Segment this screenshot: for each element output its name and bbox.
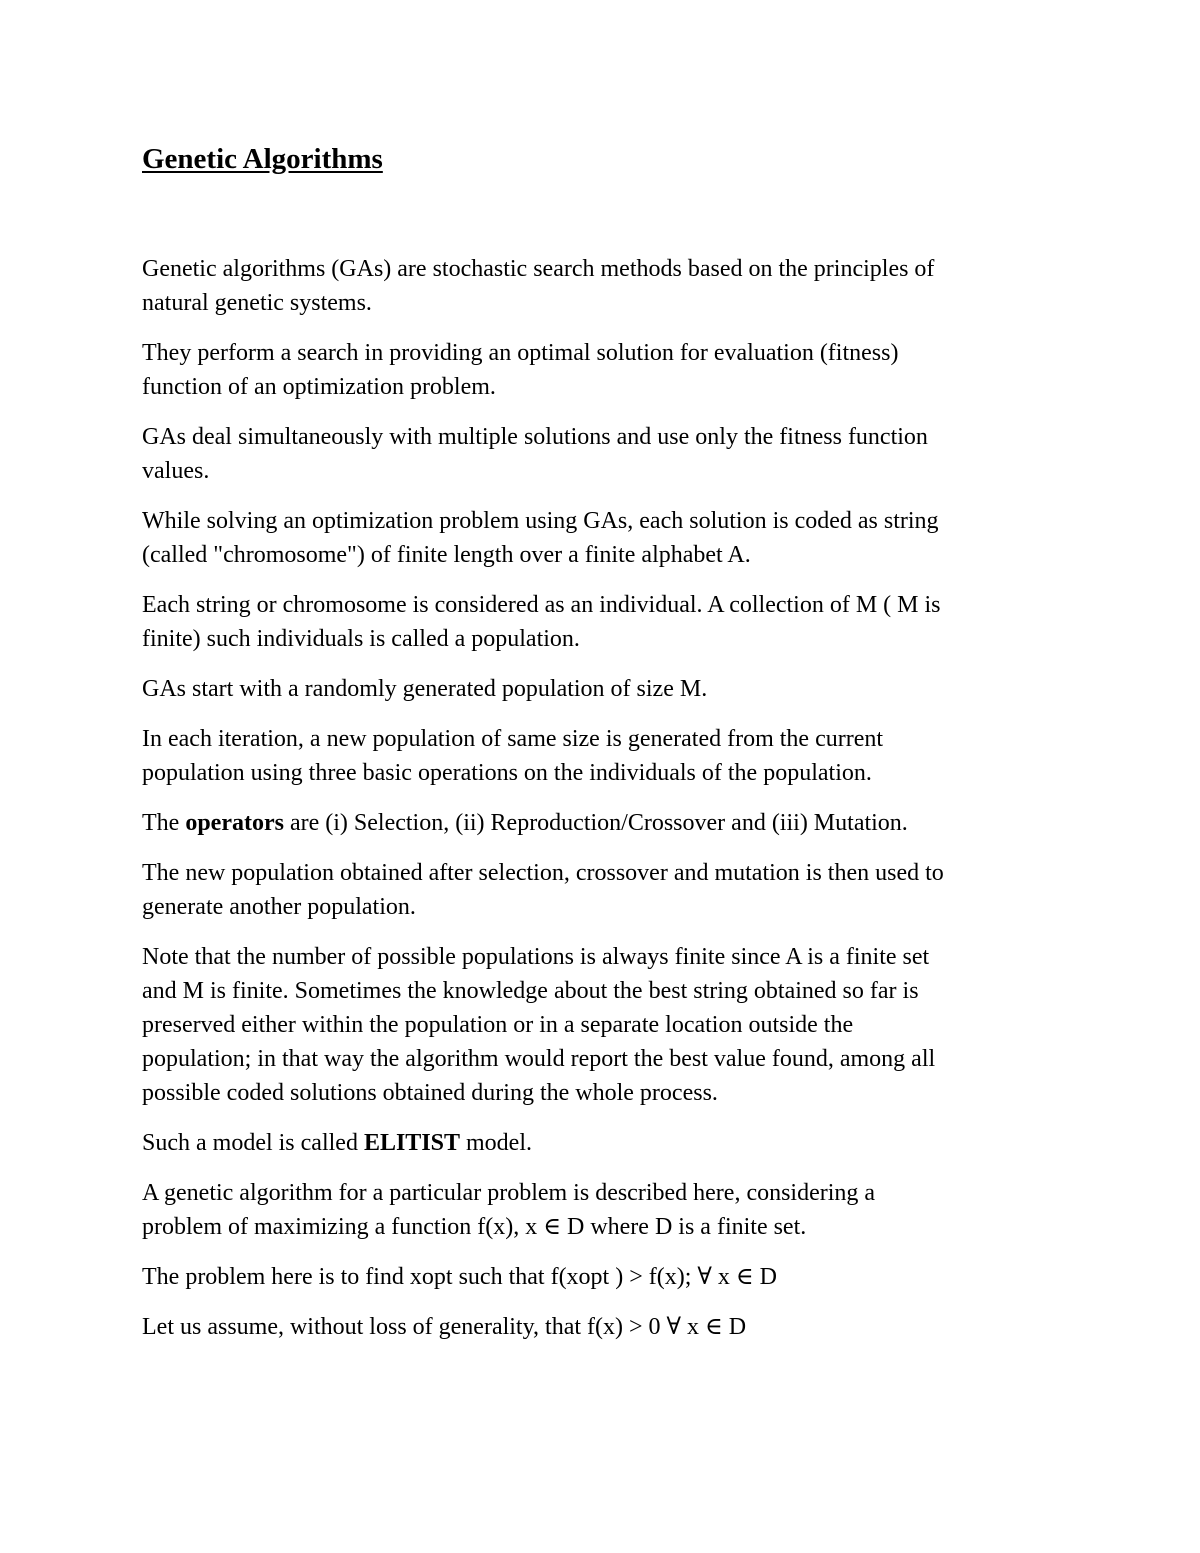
text-line: While solving an optimization problem using GAs, each solution is coded as string xyxy=(142,508,939,534)
paragraph-new-population xyxy=(142,856,1077,924)
emphasis-operators: operators xyxy=(185,810,284,836)
text-run: model. xyxy=(460,1130,533,1156)
text-line: finite) such individuals is called a population. xyxy=(142,626,580,652)
text-run: are (i) Selection, (ii) Reproduction/Crossover and (iii) Mutation. xyxy=(283,810,908,836)
paragraph-xopt xyxy=(142,1260,1077,1294)
text-line: They perform a search in providing an optimal solution for evaluation (fitness) xyxy=(142,340,899,366)
text-line: Genetic algorithms (GAs) are stochastic search methods based on the principles of xyxy=(142,256,935,282)
paragraph-multiple-solutions xyxy=(142,420,1077,488)
text-line: natural genetic systems. xyxy=(142,290,372,316)
paragraph-maximizing xyxy=(142,1176,1077,1244)
paragraph-operators xyxy=(142,806,1077,840)
text-line: problem of maximizing a function f(x), x ∈ D where D is a finite set. xyxy=(142,1214,807,1240)
paragraph-population xyxy=(142,588,1077,656)
text-line: and M is finite. Sometimes the knowledge about the best string obtained so far is xyxy=(142,978,919,1004)
text-line xyxy=(142,1126,1077,1160)
paragraph-assumption xyxy=(142,1310,1077,1344)
text-line: generate another population. xyxy=(142,894,416,920)
text-line: possible coded solutions obtained during the whole process. xyxy=(142,1080,718,1106)
paragraph-intro xyxy=(142,252,1077,320)
document-body xyxy=(142,252,1077,1360)
text-line: function of an optimization problem. xyxy=(142,374,496,400)
paragraph-start xyxy=(142,672,1077,706)
text-line: GAs deal simultaneously with multiple solutions and use only the fitness function xyxy=(142,424,928,450)
text-line xyxy=(142,806,1077,840)
paragraph-search xyxy=(142,336,1077,404)
text-line: preserved either within the population or in a separate location outside the xyxy=(142,1012,854,1038)
text-line: The new population obtained after selection, crossover and mutation is then used to xyxy=(142,860,944,886)
text-line: population; in that way the algorithm would report the best value found, among all xyxy=(142,1046,936,1072)
document-title: Genetic Algorithms xyxy=(142,143,383,175)
text-run: The xyxy=(142,810,186,836)
text-line: (called "chromosome") of finite length over a finite alphabet A. xyxy=(142,542,751,568)
text-line: values. xyxy=(142,458,210,484)
text-line: Each string or chromosome is considered as an individual. A collection of M ( M is xyxy=(142,592,941,618)
text-line: population using three basic operations on the individuals of the population. xyxy=(142,760,872,786)
paragraph-elitist xyxy=(142,1126,1077,1160)
emphasis-elitist: ELITIST xyxy=(363,1130,461,1156)
paragraph-iteration xyxy=(142,722,1077,790)
text-line: Note that the number of possible populations is always finite since A is a finite set xyxy=(142,944,930,970)
text-line: The problem here is to find xopt such that f(xopt ) > f(x); ∀ x ∈ D xyxy=(142,1264,777,1290)
text-line: A genetic algorithm for a particular problem is described here, considering a xyxy=(142,1180,876,1206)
text-line: GAs start with a randomly generated population of size M. xyxy=(142,676,708,702)
text-line: Let us assume, without loss of generality, that f(x) > 0 ∀ x ∈ D xyxy=(142,1314,747,1340)
text-run: Such a model is called xyxy=(142,1130,364,1156)
paragraph-chromosome xyxy=(142,504,1077,572)
paragraph-note xyxy=(142,940,1077,1110)
text-line: In each iteration, a new population of same size is generated from the current xyxy=(142,726,884,752)
